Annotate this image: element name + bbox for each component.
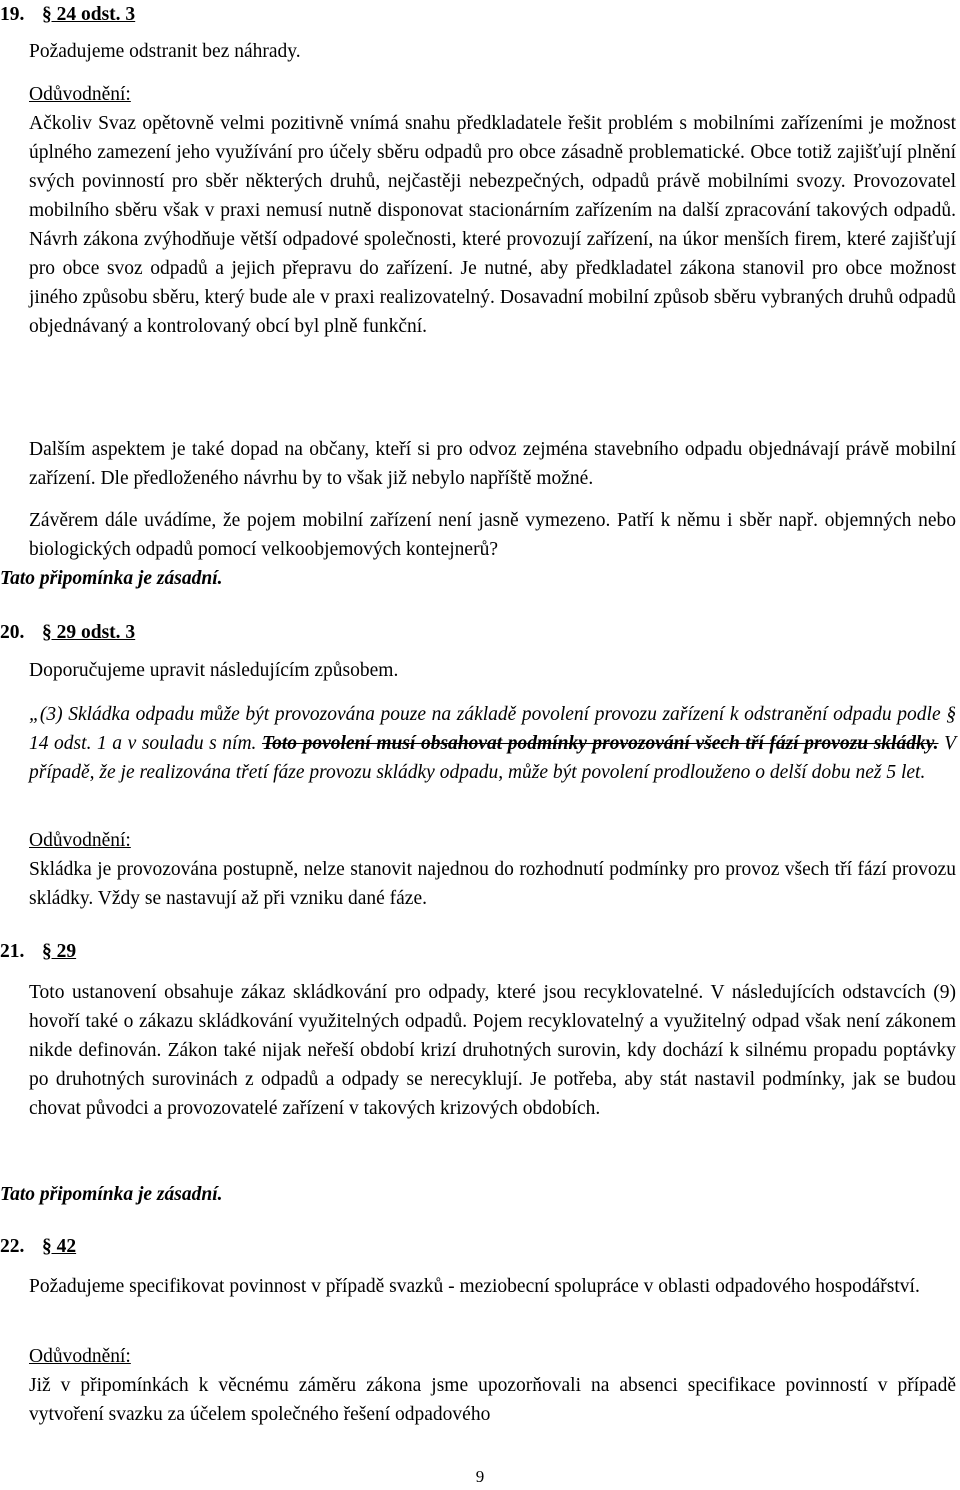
quote-text: „(3) Skládka odpadu může být provozována pouze na základě povolení provozu zařízení k odstranění odpadu podle § 14 odst. 1 a v souladu s ním. [29,704,956,754]
item-19-paragraph-2: Dalším aspektem je také dopad na občany, kteří si pro odvoz zejména stavebního odpadu objednávají právě mobilní zařízení. Dle předloženého návrhu by to však již nebylo napříště možné. [29,439,956,489]
paragraph: Skládka je provozována postupně, nelze stanovit najednou do rozhodnutí podmínky pro provoz všech tří fází provozu skládky. Vždy se nastavují až při vzniku dané fáze. [29,859,956,909]
item-20-request: Doporučujeme upravit následujícím způsobem. [29,660,399,681]
section-reference: § 24 odst. 3 [42,4,136,25]
item-20-justification [29,826,956,913]
item-22-request: Požadujeme specifikovat povinnost v případě svazků - meziobecní spolupráce v oblasti odpadového hospodářství. [29,1276,920,1297]
item-22-justification [29,1342,956,1429]
item-21-heading [0,937,76,966]
item-number: 20. [0,622,25,643]
item-20-heading [0,618,135,647]
section-reference: § 42 [42,1236,77,1257]
item-19-justification [29,80,956,341]
added-text: V případě, že je realizována třetí fáze provozu skládky odpadu, může být povolení prodlouženo o delší dobu než 5 let. [29,733,957,783]
item-19-heading [0,0,135,29]
paragraph: Ačkoliv Svaz opětovně velmi pozitivně vnímá snahu předkladatele řešit problém s mobilními zařízeními je možnost úplného zamezení jeho využívání pro účely sběru odpadů pro obce zásadně problematické. Obce totiž zajišťují plnění svých povinností pro sběr některých druhů, nejčastěji nebezpečných, odpadů právě mobilními svozy. Provozovatel mobilního sběru však v praxi nemusí nutně disponovat stacionárním zařízením na další zpracování takových odpadů. Návrh zákona zvýhodňuje větší odpadové společnosti, které provozují zařízení, na úkor menších firem, které zajišťují pro obce svoz odpadů a jejich přepravu do zařízení. Je nutné, aby předkladatel zákona stanovil pro obce možnost jiného způsobu sběru, který bude ale v praxi realizovatelný. Dosavadní mobilní způsob sběru vybraných druhů odpadů objednávaný a kontrolovaný obcí byl plně funkční. [29,113,956,337]
item-19-paragraph-3: Závěrem dále uvádíme, že pojem mobilní zařízení není jasně vymezeno. Patří k němu i sběr např. objemných nebo biologických odpadů pomocí velkoobjemových kontejnerů? [29,510,956,560]
item-21-principal-note: Tato připomínka je zásadní. [0,1184,223,1205]
section-reference: § 29 odst. 3 [42,622,136,643]
item-19-principal-note: Tato připomínka je zásadní. [0,568,223,589]
justification-label: Odůvodnění: [29,84,131,105]
page-number: 9 [475,1467,485,1486]
paragraph: Již v připomínkách k věcnému záměru zákona jsme upozorňovali na absenci specifikace povinností v případě vytvoření svazku za účelem společného řešení odpadového [29,1375,956,1425]
struck-text: Toto povolení musí obsahovat podmínky provozování všech tří fází provozu skládky. [261,733,939,754]
item-20-proposed-text [29,700,956,787]
item-22-heading [0,1232,76,1261]
item-19-request: Požadujeme odstranit bez náhrady. [29,41,301,62]
item-number: 19. [0,4,25,25]
item-number: 21. [0,941,25,962]
section-reference: § 29 [42,941,77,962]
item-21-paragraph: Toto ustanovení obsahuje zákaz skládkování pro odpady, které jsou recyklovatelné. V následujících odstavcích (9) hovoří také o zákazu skládkování využitelných odpadů. Pojem recyklovatelný a využitelný odpad však není zákonem nikde definován. Zákon také nijak neřeší období krizí druhotných surovin, kdy dochází k silnému propadu poptávky po druhotných surovinách z odpadů a odpady se nerecyklují. Je potřeba, aby stát nastavil podmínky, jak se budou chovat původci a provozovatelé zařízení v takových krizových obdobích. [29,982,956,1119]
justification-label: Odůvodnění: [29,830,131,851]
justification-label: Odůvodnění: [29,1346,131,1367]
item-number: 22. [0,1236,25,1257]
